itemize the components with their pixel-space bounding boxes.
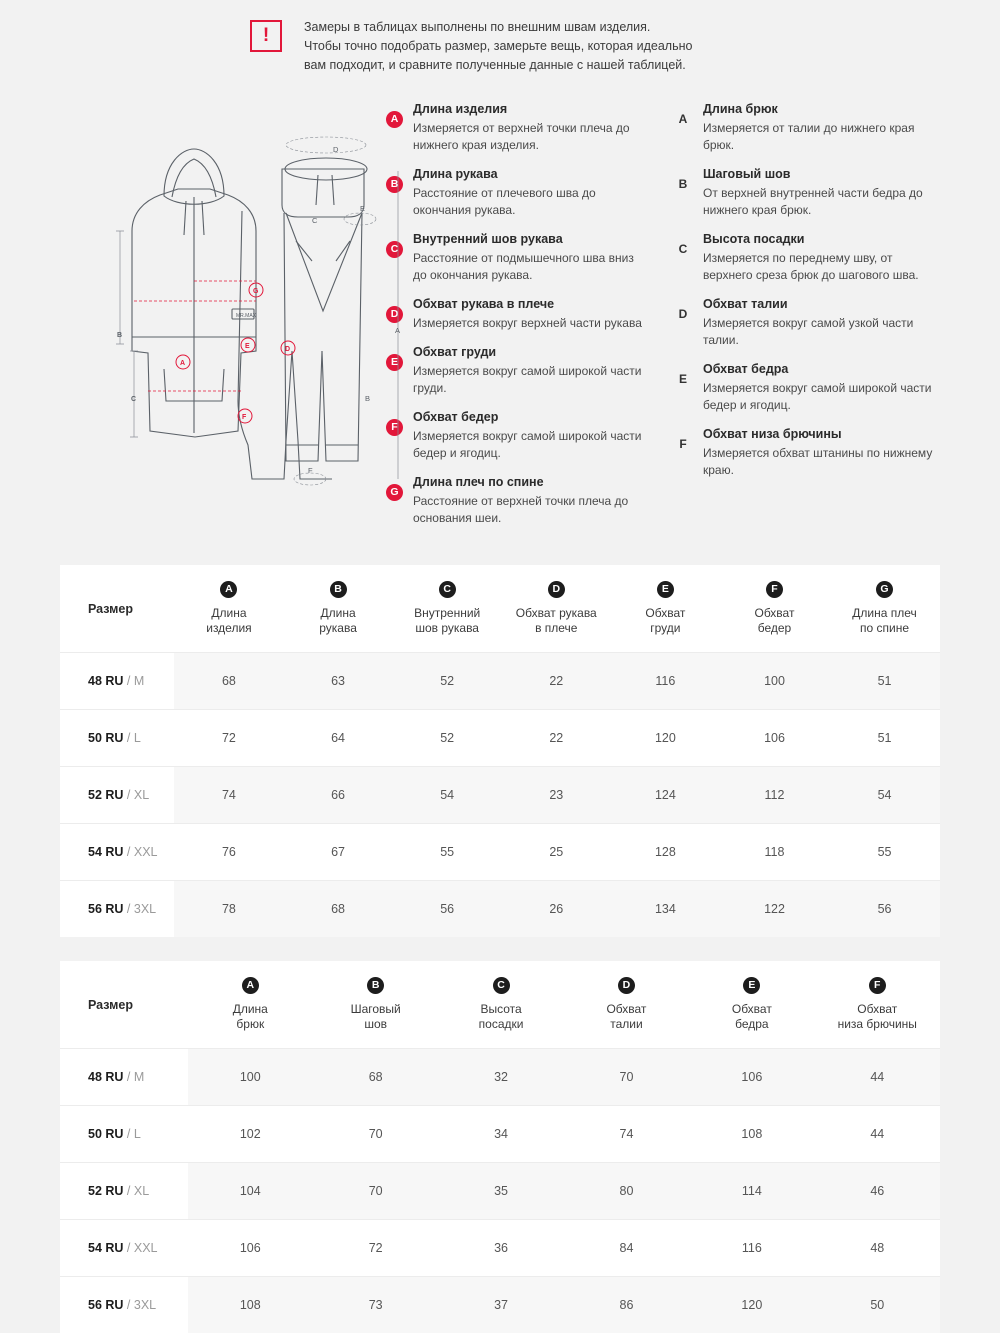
legend-title: Обхват талии: [703, 296, 940, 313]
header-label-line2: шов рукава: [397, 621, 498, 636]
header-label-line2: изделия: [178, 621, 279, 636]
header-label-line2: низа брючины: [819, 1017, 936, 1032]
cell-value: 44: [815, 1106, 940, 1163]
table-row: [60, 767, 940, 824]
cell-value: 122: [720, 881, 829, 938]
header-label-line2: брюк: [192, 1017, 309, 1032]
svg-text:A: A: [395, 326, 400, 335]
legend-desc: Измеряется вокруг самой узкой части талии.: [703, 315, 940, 349]
column-header-f: [720, 565, 829, 653]
size-intl: / 3XL: [127, 902, 156, 916]
svg-text:D: D: [285, 346, 290, 353]
header-label-line1: Обхват: [724, 606, 825, 621]
notice-banner: [0, 0, 1000, 93]
cell-value: 37: [438, 1277, 563, 1333]
cell-value: 78: [174, 881, 283, 938]
cell-value: 124: [611, 767, 720, 824]
legend-title: Обхват рукава в плече: [413, 296, 650, 313]
header-label-line1: Шаговый: [317, 1002, 434, 1017]
cell-value: 68: [284, 881, 393, 938]
legend-badge-c: C: [676, 241, 690, 258]
legend-desc: Измеряется обхват штанины по нижнему краю.: [703, 445, 940, 479]
cell-value: 72: [174, 710, 283, 767]
cell-value: 80: [564, 1163, 689, 1220]
cell-size: [60, 1277, 188, 1333]
garment-illustration: [60, 101, 370, 491]
header-label-line1: Длина: [288, 606, 389, 621]
header-badge-b: B: [367, 977, 384, 994]
legend-item: [386, 296, 650, 332]
table-row: [60, 881, 940, 938]
cell-value: 51: [829, 710, 940, 767]
column-header-b: [313, 961, 438, 1049]
legend-title: Длина брюк: [703, 101, 940, 118]
cell-value: 76: [174, 824, 283, 881]
legend-title: Обхват груди: [413, 344, 650, 361]
table-row: [60, 1220, 940, 1277]
cell-value: 73: [313, 1277, 438, 1333]
cell-value: 46: [815, 1163, 940, 1220]
legend-item: [386, 166, 650, 219]
column-header-c: [393, 565, 502, 653]
cell-value: 67: [284, 824, 393, 881]
size-table-pants: [60, 961, 940, 1333]
header-label-line2: по спине: [833, 621, 936, 636]
size-intl: / M: [127, 1070, 144, 1084]
cell-value: 54: [393, 767, 502, 824]
legend-desc: Измеряется от талии до нижнего края брюк.: [703, 120, 940, 154]
cell-value: 22: [502, 710, 611, 767]
legend-badge-g: G: [386, 484, 403, 501]
legend-desc: Расстояние от верхней точки плеча до основания шеи.: [413, 493, 650, 527]
header-label-line1: Обхват: [568, 1002, 685, 1017]
size-table-jacket-wrapper: [60, 565, 940, 937]
table-row: [60, 824, 940, 881]
legend-title: Обхват низа брючины: [703, 426, 940, 443]
cell-size: [60, 710, 174, 767]
legend-badge-d: D: [386, 306, 403, 323]
cell-value: 116: [611, 653, 720, 710]
size-intl: / XL: [127, 1184, 149, 1198]
cell-value: 22: [502, 653, 611, 710]
measurement-guide: [0, 93, 1000, 565]
svg-text:E: E: [245, 343, 250, 350]
legend-title: Внутренний шов рукава: [413, 231, 650, 248]
cell-value: 106: [689, 1049, 814, 1106]
legend-desc: Расстояние от подмышечного шва вниз до окончания рукава.: [413, 250, 650, 284]
legend-item: [676, 426, 940, 479]
size-intl: / 3XL: [127, 1298, 156, 1312]
cell-value: 108: [188, 1277, 313, 1333]
column-header-d: [564, 961, 689, 1049]
legend-item: [676, 101, 940, 154]
size-intl: / M: [127, 674, 144, 688]
cell-value: 128: [611, 824, 720, 881]
cell-value: 23: [502, 767, 611, 824]
notice-text: [304, 18, 692, 75]
cell-value: 55: [393, 824, 502, 881]
header-badge-e: E: [743, 977, 760, 994]
legend-desc: Измеряется вокруг самой широкой части бедер и ягодиц.: [413, 428, 650, 462]
legend-title: Обхват бедра: [703, 361, 940, 378]
cell-value: 120: [689, 1277, 814, 1333]
cell-value: 51: [829, 653, 940, 710]
legend-item: [676, 296, 940, 349]
column-header-c: [438, 961, 563, 1049]
legend-badge-d: D: [676, 306, 690, 323]
cell-value: 56: [393, 881, 502, 938]
legend-badge-f: F: [386, 419, 403, 436]
table-row: [60, 1049, 940, 1106]
header-badge-f: F: [766, 581, 783, 598]
cell-size: [60, 653, 174, 710]
size-intl: / L: [127, 731, 141, 745]
cell-value: 34: [438, 1106, 563, 1163]
cell-size: [60, 1220, 188, 1277]
column-header-size: Размер: [60, 565, 174, 653]
cell-value: 134: [611, 881, 720, 938]
legend-title: Длина рукава: [413, 166, 650, 183]
header-badge-a: A: [242, 977, 259, 994]
table-row: [60, 1106, 940, 1163]
size-ru: 48 RU: [88, 1070, 123, 1084]
cell-value: 48: [815, 1220, 940, 1277]
size-intl: / L: [127, 1127, 141, 1141]
size-table-pants-wrapper: [60, 961, 940, 1333]
header-badge-e: E: [657, 581, 674, 598]
header-label-line2: рукава: [288, 621, 389, 636]
legend-desc: Измеряется вокруг самой широкой части груди.: [413, 363, 650, 397]
cell-value: 74: [174, 767, 283, 824]
legend-title: Длина плеч по спине: [413, 474, 650, 491]
column-header-a: [188, 961, 313, 1049]
cell-value: 108: [689, 1106, 814, 1163]
cell-value: 70: [313, 1106, 438, 1163]
svg-text:A: A: [180, 360, 185, 367]
cell-size: [60, 1163, 188, 1220]
column-header-g: [829, 565, 940, 653]
legend-desc: Измеряется вокруг самой широкой части бедер и ягодиц.: [703, 380, 940, 414]
cell-value: 66: [284, 767, 393, 824]
cell-value: 52: [393, 653, 502, 710]
svg-text:D: D: [333, 145, 339, 154]
cell-value: 84: [564, 1220, 689, 1277]
cell-value: 86: [564, 1277, 689, 1333]
size-ru: 56 RU: [88, 902, 123, 916]
column-header-size: Размер: [60, 961, 188, 1049]
cell-value: 100: [720, 653, 829, 710]
exclamation-icon: !: [250, 20, 282, 52]
cell-value: 64: [284, 710, 393, 767]
header-label-line1: Обхват: [819, 1002, 936, 1017]
header-label-line1: Обхват рукава: [506, 606, 607, 621]
garment-diagram: [60, 101, 370, 491]
cell-value: 100: [188, 1049, 313, 1106]
svg-text:G: G: [253, 288, 259, 295]
size-intl: / XXL: [127, 1241, 158, 1255]
cell-value: 55: [829, 824, 940, 881]
cell-value: 25: [502, 824, 611, 881]
cell-value: 50: [815, 1277, 940, 1333]
size-intl: / XXL: [127, 845, 158, 859]
header-label-line1: Обхват: [693, 1002, 810, 1017]
legend-badge-e: E: [676, 371, 690, 388]
column-header-a: [174, 565, 283, 653]
cell-value: 72: [313, 1220, 438, 1277]
size-ru: 52 RU: [88, 1184, 123, 1198]
header-label-line1: Обхват: [615, 606, 716, 621]
cell-value: 44: [815, 1049, 940, 1106]
svg-text:B: B: [365, 394, 370, 403]
cell-value: 70: [564, 1049, 689, 1106]
header-label-line1: Внутренний: [397, 606, 498, 621]
column-header-f: [815, 961, 940, 1049]
cell-value: 112: [720, 767, 829, 824]
column-header-b: [284, 565, 393, 653]
cell-size: [60, 824, 174, 881]
cell-value: 116: [689, 1220, 814, 1277]
legend-badge-b: B: [676, 176, 690, 193]
legend-title: Обхват бедер: [413, 409, 650, 426]
cell-value: 54: [829, 767, 940, 824]
cell-value: 106: [720, 710, 829, 767]
size-ru: 48 RU: [88, 674, 123, 688]
svg-text:C: C: [131, 396, 136, 403]
legend-badge-b: B: [386, 176, 403, 193]
legend-badge-a: A: [676, 111, 690, 128]
legend-item: [676, 361, 940, 414]
size-table-jacket: [60, 565, 940, 937]
size-ru: 50 RU: [88, 1127, 123, 1141]
header-label-line2: посадки: [442, 1017, 559, 1032]
legend-item: [386, 409, 650, 462]
table-header-row: [60, 565, 940, 653]
header-label-line1: Высота: [442, 1002, 559, 1017]
size-ru: 56 RU: [88, 1298, 123, 1312]
header-label-line1: Длина: [192, 1002, 309, 1017]
table-header-row: [60, 961, 940, 1049]
notice-line-2: Чтобы точно подобрать размер, замерьте вещь, которая идеально: [304, 37, 692, 56]
cell-value: 36: [438, 1220, 563, 1277]
header-label-line2: в плече: [506, 621, 607, 636]
column-header-e: [689, 961, 814, 1049]
cell-value: 68: [174, 653, 283, 710]
cell-value: 70: [313, 1163, 438, 1220]
legend-desc: От верхней внутренней части бедра до нижнего края брюк.: [703, 185, 940, 219]
legend-title: Шаговый шов: [703, 166, 940, 183]
header-badge-c: C: [493, 977, 510, 994]
header-label-line1: Длина: [178, 606, 279, 621]
legend-item: [386, 474, 650, 527]
legend-item: [676, 231, 940, 284]
legend-badge-e: E: [386, 354, 403, 371]
legend-badge-f: F: [676, 436, 690, 453]
legend-desc: Измеряется по переднему шву, от верхнего среза брюк до шагового шва.: [703, 250, 940, 284]
cell-value: 104: [188, 1163, 313, 1220]
legend-desc: Расстояние от плечевого шва до окончания рукава.: [413, 185, 650, 219]
header-label-line2: бедра: [693, 1017, 810, 1032]
cell-value: 56: [829, 881, 940, 938]
size-ru: 54 RU: [88, 845, 123, 859]
legend-badge-c: C: [386, 241, 403, 258]
header-label-line2: талии: [568, 1017, 685, 1032]
header-label-line1: Длина плеч: [833, 606, 936, 621]
cell-value: 26: [502, 881, 611, 938]
cell-value: 102: [188, 1106, 313, 1163]
cell-size: [60, 1049, 188, 1106]
header-label-line2: шов: [317, 1017, 434, 1032]
cell-value: 63: [284, 653, 393, 710]
header-label-line2: бедер: [724, 621, 825, 636]
cell-value: 120: [611, 710, 720, 767]
notice-line-1: Замеры в таблицах выполнены по внешним швам изделия.: [304, 18, 692, 37]
legend-item: [386, 101, 650, 154]
header-label-line2: груди: [615, 621, 716, 636]
header-badge-g: G: [876, 581, 893, 598]
svg-text:F: F: [308, 466, 313, 475]
legend-item: [386, 231, 650, 284]
size-ru: 54 RU: [88, 1241, 123, 1255]
cell-value: 52: [393, 710, 502, 767]
header-badge-b: B: [330, 581, 347, 598]
header-badge-d: D: [618, 977, 635, 994]
cell-size: [60, 881, 174, 938]
brand-patch-label: MR.MAX: [236, 313, 257, 319]
cell-value: 74: [564, 1106, 689, 1163]
legend-title: Длина изделия: [413, 101, 650, 118]
svg-text:C: C: [312, 216, 318, 225]
svg-text:F: F: [242, 414, 247, 421]
size-intl: / XL: [127, 788, 149, 802]
cell-size: [60, 1106, 188, 1163]
notice-line-3: вам подходит, и сравните полученные данные с нашей таблицей.: [304, 56, 692, 75]
cell-value: 35: [438, 1163, 563, 1220]
cell-value: 68: [313, 1049, 438, 1106]
header-badge-c: C: [439, 581, 456, 598]
svg-text:B: B: [117, 332, 122, 339]
table-row: [60, 653, 940, 710]
cell-value: 118: [720, 824, 829, 881]
table-row: [60, 710, 940, 767]
svg-text:E: E: [360, 204, 365, 213]
legend-pants: [650, 101, 940, 539]
cell-value: 106: [188, 1220, 313, 1277]
size-ru: 50 RU: [88, 731, 123, 745]
table-row: [60, 1277, 940, 1333]
cell-value: 114: [689, 1163, 814, 1220]
legend-desc: Измеряется вокруг верхней части рукава: [413, 315, 650, 332]
legend-jacket: [370, 101, 650, 539]
header-badge-d: D: [548, 581, 565, 598]
size-ru: 52 RU: [88, 788, 123, 802]
cell-value: 32: [438, 1049, 563, 1106]
header-badge-f: F: [869, 977, 886, 994]
legend-item: [676, 166, 940, 219]
legend-title: Высота посадки: [703, 231, 940, 248]
header-badge-a: A: [220, 581, 237, 598]
cell-size: [60, 767, 174, 824]
column-header-d: [502, 565, 611, 653]
legend-desc: Измеряется от верхней точки плеча до нижнего края изделия.: [413, 120, 650, 154]
legend-item: [386, 344, 650, 397]
table-row: [60, 1163, 940, 1220]
legend-badge-a: A: [386, 111, 403, 128]
column-header-e: [611, 565, 720, 653]
